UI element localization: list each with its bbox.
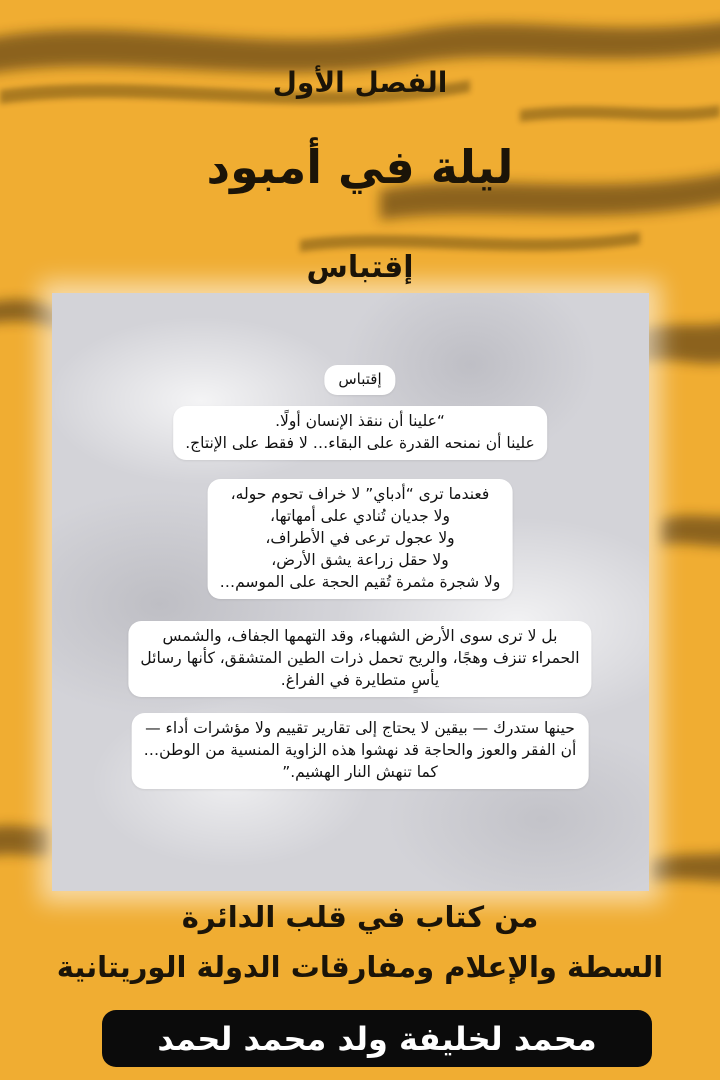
quote-line: يأسٍ متطايرة في الفراغ. bbox=[280, 671, 440, 689]
quote-line: ولا جديان تُنادي على أمهاتها، bbox=[270, 507, 450, 525]
quote-paragraph-2 bbox=[208, 479, 513, 599]
author-bar bbox=[102, 1010, 652, 1067]
author-name: محمد لخليفة ولد محمد لحمد bbox=[157, 1019, 597, 1058]
quote-line: كما تنهش النار الهشيم.” bbox=[282, 763, 438, 781]
quote-line: “علينا أن ننقذ الإنسان أولًا. bbox=[275, 412, 445, 430]
quote-line: فعندما ترى “أدباي” لا خراف تحوم حوله، bbox=[230, 485, 490, 503]
book-title-line-2: السطة والإعلام ومفارقات الدولة الوريتانية bbox=[56, 950, 664, 984]
quote-line: بل لا ترى سوى الأرض الشهباء، وقد التهمها الجفاف، والشمس bbox=[162, 627, 558, 645]
quote-paragraph-3 bbox=[128, 621, 591, 697]
chapter-label: الفصل الأول bbox=[272, 66, 448, 99]
chapter-title: ليلة في أمبود bbox=[206, 140, 514, 194]
quote-line: الحمراء تنزف وهجًا، والريح تحمل ذرات الطين المتشقق، كأنها رسائل bbox=[140, 649, 580, 667]
quote-line: أن الفقر والعوز والحاجة قد نهشوا هذه الزاوية المنسية من الوطن… bbox=[143, 741, 577, 759]
quote-line: ولا حقل زراعة يشق الأرض، bbox=[271, 551, 449, 569]
quote-heading: إقتباس bbox=[306, 250, 414, 285]
quote-line: ولا شجرة مثمرة تُقيم الحجة على الموسم… bbox=[219, 573, 501, 591]
quote-line: حينها ستدرك — بيقين لا يحتاج إلى تقارير تقييم ولا مؤشرات أداء — bbox=[145, 719, 575, 737]
quote-line: ولا عجول ترعى في الأطراف، bbox=[265, 529, 455, 547]
quote-label-pill: إقتباس bbox=[324, 365, 395, 395]
quote-paragraph-4 bbox=[132, 713, 589, 789]
book-title-line-1: من كتاب في قلب الدائرة bbox=[181, 900, 539, 934]
quote-paragraph-1 bbox=[173, 406, 547, 460]
quote-line: علينا أن نمنحه القدرة على البقاء… لا فقط على الإنتاج. bbox=[185, 434, 535, 452]
